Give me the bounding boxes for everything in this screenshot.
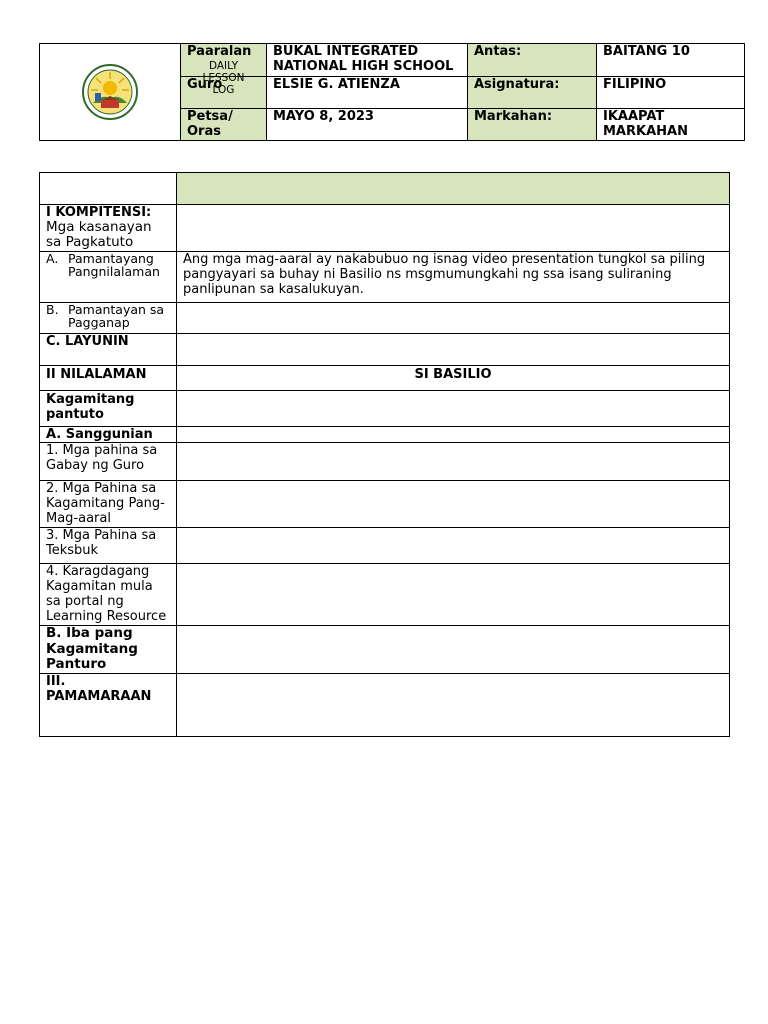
pang-mag-aaral-label: 2. Mga Pahina sa Kagamitang Pang-Mag-aaral xyxy=(40,481,177,528)
petsa-label: Petsa/ Oras xyxy=(181,109,267,141)
kompitensi-title: I KOMPITENSI: xyxy=(46,205,152,220)
gabay-guro-content xyxy=(177,443,730,481)
sanggunian-label: A. Sanggunian xyxy=(40,427,177,443)
dll-line2: LESSON xyxy=(202,72,245,84)
pamamaraan-content xyxy=(177,673,730,736)
pamantayan-pagganap-cell xyxy=(40,303,177,334)
pamantayang-pangnilalaman-cell xyxy=(40,252,177,303)
layunin-content xyxy=(177,334,730,366)
markahan-value: IKAAPAT MARKAHAN xyxy=(597,109,745,141)
top-left-blank xyxy=(40,173,177,205)
nilalaman-label: II NILALAMAN xyxy=(40,366,177,391)
a-label: Pamantayang Pangnilalaman xyxy=(68,251,160,279)
asignatura-label: Asignatura: xyxy=(468,77,597,109)
dll-line3: LOG xyxy=(212,84,235,96)
teacher-name: ELSIE G. ATIENZA xyxy=(267,77,468,109)
a-letter: A. xyxy=(46,251,59,266)
school-seal-icon xyxy=(81,63,139,121)
daily-lesson-log-title xyxy=(181,60,266,96)
kagamitang-label: Kagamitang pantuto xyxy=(40,391,177,427)
layunin-label: C. LAYUNIN xyxy=(40,334,177,366)
b-label: Pamantayan sa Pagganap xyxy=(68,302,165,330)
pamantayang-content: Ang mga mag-aaral ay nakabubuo ng isnag video presentation tungkol sa piling pangyayari sa buhay ni Basilio ns msgmumungkahi ng ssa isang suliraning panlipunan sa kasalukuyan. xyxy=(177,252,730,303)
date-value: MAYO 8, 2023 xyxy=(267,109,468,141)
iba-pang-kagamitan-content xyxy=(177,626,730,674)
school-name: BUKAL INTEGRATED NATIONAL HIGH SCHOOL xyxy=(267,44,468,77)
learning-resource-label: 4. Karagdagang Kagamitan mula sa portal ng Learning Resource xyxy=(40,564,177,626)
header-table xyxy=(39,43,745,141)
pang-mag-aaral-content xyxy=(177,481,730,528)
kompitensi-sub: Mga kasanayan sa Pagkatuto xyxy=(46,219,152,250)
antas-value: BAITANG 10 xyxy=(597,44,745,77)
teksbuk-content xyxy=(177,528,730,564)
gabay-guro-label: 1. Mga pahina sa Gabay ng Guro xyxy=(40,443,177,481)
pamamaraan-label: III. PAMAMARAAN xyxy=(40,673,177,736)
asignatura-value: FILIPINO xyxy=(597,77,745,109)
learning-resource-content xyxy=(177,564,730,626)
antas-label: Antas: xyxy=(468,44,597,77)
sanggunian-content xyxy=(177,427,730,443)
paaralan-label: Paaralan xyxy=(187,44,252,59)
iba-pang-kagamitan-label: B. Iba pang Kagamitang Panturo xyxy=(40,626,177,674)
pagganap-content xyxy=(177,303,730,334)
kompitensi-cell xyxy=(40,205,177,252)
lesson-table xyxy=(39,172,730,737)
logo-cell xyxy=(40,44,181,141)
kagamitang-content xyxy=(177,391,730,427)
top-header-blank xyxy=(177,173,730,205)
guro-label: Guro xyxy=(181,77,267,109)
markahan-label: Markahan: xyxy=(468,109,597,141)
dll-line1: DAILY xyxy=(208,60,239,72)
b-letter: B. xyxy=(46,302,59,317)
kompitensi-content xyxy=(177,205,730,252)
nilalaman-value: SI BASILIO xyxy=(177,366,730,391)
teksbuk-label: 3. Mga Pahina sa Teksbuk xyxy=(40,528,177,564)
